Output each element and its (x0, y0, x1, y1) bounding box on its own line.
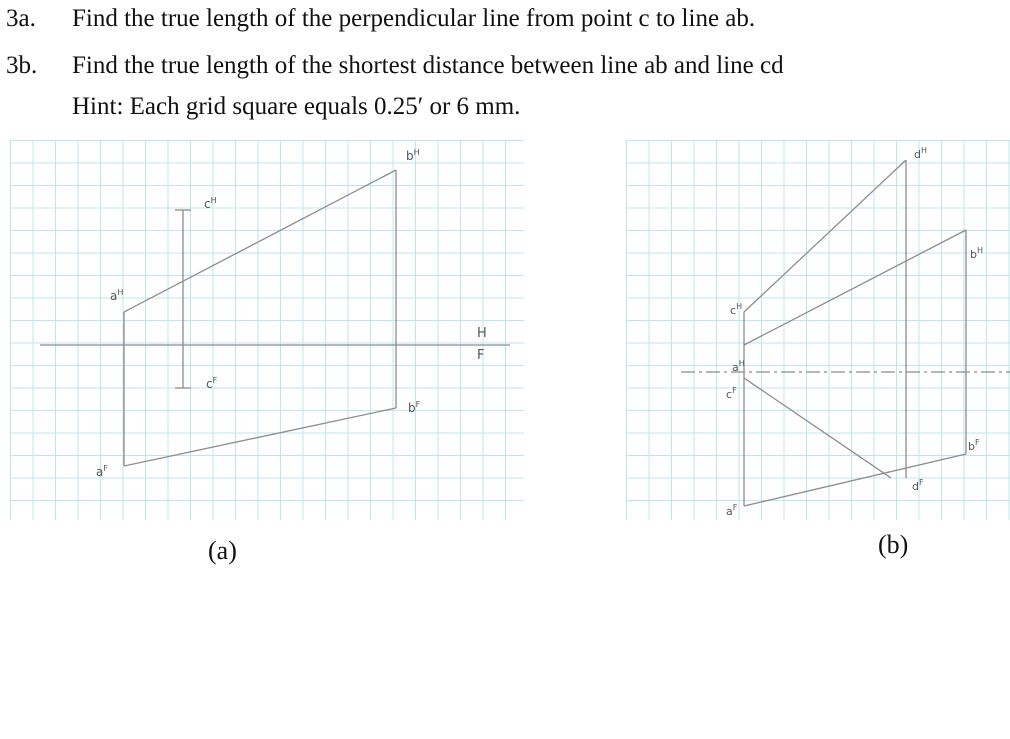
label-bH-b: $b^H$ (970, 246, 983, 261)
diagram-a (10, 140, 524, 520)
label-aF-b: $a^F$ (726, 503, 738, 518)
diagram-b (626, 140, 1010, 520)
diagram-a-svg (10, 140, 524, 520)
label-aH: $a^H$ (110, 288, 124, 303)
grid-a (10, 140, 524, 520)
caption-b: (b) (878, 530, 909, 559)
label-dH: $d^H$ (914, 146, 927, 161)
question-3b-number: 3b. (6, 52, 38, 79)
grid-b (626, 140, 1010, 520)
caption-a: (a) (208, 536, 237, 565)
label-aF: $a^F$ (96, 464, 108, 479)
label-bH: $b^H$ (406, 148, 420, 163)
label-bF-b: $b^F$ (968, 438, 980, 453)
label-cH: $c^H$ (204, 196, 217, 211)
question-3b-text: Find the true length of the shortest distance between line ab and line cd (72, 52, 784, 79)
diagram-b-svg (626, 140, 1010, 520)
label-cF-b: $c^F$ (726, 386, 737, 401)
label-cF: $c^F$ (206, 376, 218, 391)
hint-text: Hint: Each grid square equals 0.25′ or 6 mm. (72, 93, 521, 120)
label-dF: $d^F$ (912, 478, 924, 493)
label-aH-b: $a^H$ (732, 359, 745, 374)
label-H: H (477, 326, 487, 341)
label-cH-b: $c^H$ (730, 302, 743, 317)
question-3a-number: 3a. (6, 5, 36, 32)
label-bF: $b^F$ (408, 400, 421, 415)
question-3a-text: Find the true length of the perpendicular line from point c to line ab. (72, 5, 756, 32)
label-F: F (477, 348, 485, 363)
